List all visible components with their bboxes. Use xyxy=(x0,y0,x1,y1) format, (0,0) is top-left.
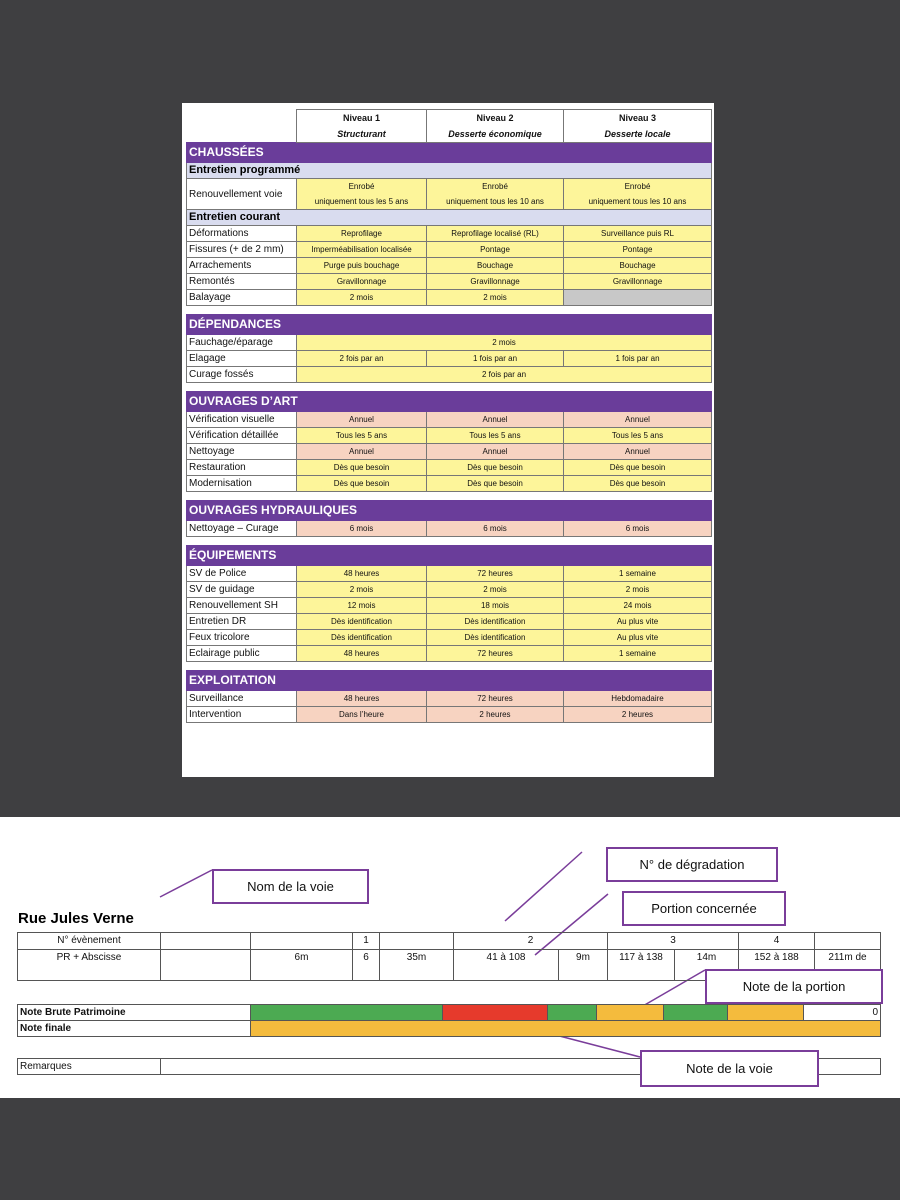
callout-note-voie: Note de la voie xyxy=(640,1050,819,1087)
section-equipements: ÉQUIPEMENTS xyxy=(187,546,712,566)
section-dependances: DÉPENDANCES xyxy=(187,315,712,335)
note-brute-row: Note Brute Patrimoine 0 xyxy=(18,1005,881,1021)
note-table xyxy=(17,1004,881,1037)
final-score-bar xyxy=(251,1021,881,1037)
subsection-entretien-courant: Entretien courant xyxy=(187,210,712,226)
portion-score-orange xyxy=(597,1005,664,1021)
not-applicable-cell xyxy=(564,290,712,306)
schedule-row: Balayage 2 mois 2 mois xyxy=(187,290,712,306)
level-2-header: Niveau 2 Desserte économique xyxy=(427,110,564,143)
schedule-row: Restauration Dès que besoin Dès que besoin Dès que besoin xyxy=(187,460,712,476)
event-1: 1 xyxy=(353,933,380,950)
maintenance-schedule-sheet xyxy=(182,103,714,777)
portion-score-green xyxy=(548,1005,597,1021)
schedule-row: Elagage 2 fois par an 1 fois par an 1 fois par an xyxy=(187,351,712,367)
maintenance-schedule-table xyxy=(186,109,712,723)
portion-score-red xyxy=(443,1005,548,1021)
schedule-row: Fauchage/éparage 2 mois xyxy=(187,335,712,351)
schedule-row: Arrachements Purge puis bouchage Bouchage Bouchage xyxy=(187,258,712,274)
level-header-row xyxy=(187,110,712,143)
event-3: 3 xyxy=(608,933,739,950)
schedule-row: Surveillance 48 heures 72 heures Hebdomadaire xyxy=(187,691,712,707)
callout-line-degradation xyxy=(505,852,582,921)
callout-degradation: N° de dégradation xyxy=(606,847,778,882)
schedule-row: Remontés Gravillonnage Gravillonnage Gravillonnage xyxy=(187,274,712,290)
schedule-row: Fissures (+ de 2 mm) Imperméabilisation localisée Pontage Pontage xyxy=(187,242,712,258)
schedule-row: Nettoyage Annuel Annuel Annuel xyxy=(187,444,712,460)
portion-score-green xyxy=(664,1005,728,1021)
schedule-row: Intervention Dans l’heure 2 heures 2 heures xyxy=(187,707,712,723)
schedule-row: Déformations Reprofilage Reprofilage localisé (RL) Surveillance puis RL xyxy=(187,226,712,242)
schedule-row: SV de guidage 2 mois 2 mois 2 mois xyxy=(187,582,712,598)
road-assessment-panel xyxy=(0,817,900,1098)
callout-nom-voie: Nom de la voie xyxy=(212,869,369,904)
schedule-row: Nettoyage – Curage 6 mois 6 mois 6 mois xyxy=(187,521,712,537)
event-2: 2 xyxy=(454,933,608,950)
subsection-entretien-programme: Entretien programmé xyxy=(187,163,712,179)
road-name: Rue Jules Verne xyxy=(18,910,134,927)
schedule-row: Vérification détaillée Tous les 5 ans Tous les 5 ans Tous les 5 ans xyxy=(187,428,712,444)
pr-row: PR + Abscisse 6m 6 35m 41 à 108 9m 117 à 138 14m 152 à 188 211m de xyxy=(18,950,881,981)
callout-note-portion: Note de la portion xyxy=(705,969,883,1004)
event-number-row: N° évènement 1 2 3 4 xyxy=(18,933,881,950)
section-exploitation: EXPLOITATION xyxy=(187,671,712,691)
section-chaussees: CHAUSSÉES xyxy=(187,143,712,163)
section-ouvrages-art: OUVRAGES D’ART xyxy=(187,392,712,412)
section-ouvrages-hydrauliques: OUVRAGES HYDRAULIQUES xyxy=(187,501,712,521)
schedule-row: Renouvellement voie Enrobé Enrobé Enrobé xyxy=(187,179,712,195)
schedule-row: Entretien DR Dès identification Dès identification Au plus vite xyxy=(187,614,712,630)
portion-score-orange xyxy=(728,1005,804,1021)
schedule-row: Modernisation Dès que besoin Dès que besoin Dès que besoin xyxy=(187,476,712,492)
schedule-row: Eclairage public 48 heures 72 heures 1 semaine xyxy=(187,646,712,662)
note-finale-row: Note finale xyxy=(18,1021,881,1037)
portion-score-green xyxy=(251,1005,443,1021)
callout-portion: Portion concernée xyxy=(622,891,786,926)
schedule-row: Curage fossés 2 fois par an xyxy=(187,367,712,383)
schedule-row: uniquement tous les 5 ans uniquement tous les 10 ans uniquement tous les 10 ans xyxy=(187,194,712,210)
callout-line-nom-voie xyxy=(160,870,212,897)
event-4: 4 xyxy=(739,933,815,950)
level-3-header: Niveau 3 Desserte locale xyxy=(564,110,712,143)
schedule-row: Renouvellement SH 12 mois 18 mois 24 mois xyxy=(187,598,712,614)
level-1-header: Niveau 1 Structurant xyxy=(297,110,427,143)
schedule-row: Vérification visuelle Annuel Annuel Annuel xyxy=(187,412,712,428)
remarks-row: Remarques xyxy=(18,1059,881,1075)
schedule-row: Feux tricolore Dès identification Dès identification Au plus vite xyxy=(187,630,712,646)
schedule-row: SV de Police 48 heures 72 heures 1 semaine xyxy=(187,566,712,582)
